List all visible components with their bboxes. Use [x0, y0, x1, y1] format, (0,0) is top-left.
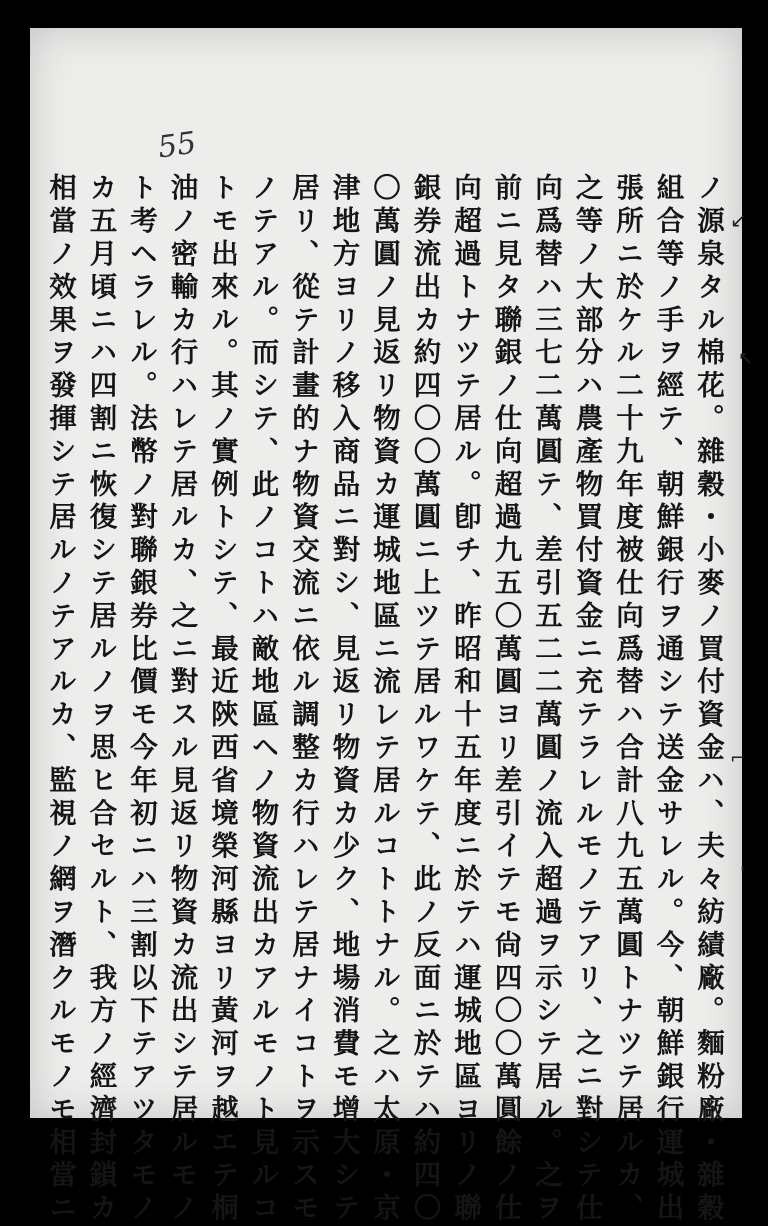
scan-mark: ⌐ [730, 748, 746, 769]
text-line-10: 津地方ヨリノ移入商品ニ對シ、見返リ物資カ少ク、地場消費モ增大シテ [327, 173, 360, 1226]
scan-mark: ' [740, 863, 745, 884]
text-line-14: 油ノ密輸カ行ハレテ居ルカ、之ニ對スル見返リ物資カ流出シテ居ルモノ [165, 173, 198, 1226]
text-line-4: 之等ノ大部分ハ農產物買付資金ニ充テラレルモノテアリ、之ニ對シテ仕 [570, 173, 603, 1226]
text-line-5: 向爲替ハ三七二萬圓テ、差引五二二萬圓ノ流入超過ヲ示シテ居ル。之ヲ [530, 173, 562, 1226]
text-line-16: カ五月頃ニハ四割ニ恢復シテ居ルノヲ思ヒ合セルト、我方ノ經濟封鎖カ [84, 173, 117, 1226]
page-number: 55 [155, 125, 199, 166]
text-line-11: 居リ、從テ計畫的ナ物資交流ニ依ル調整カ行ハレテ居ナイコトヲ示スモ [287, 173, 319, 1226]
text-line-17: 相當ノ效果ヲ發揮シテ居ルノテアルカ、監視ノ網ヲ潛クルモノモ相當ニ [44, 173, 76, 1226]
document-page [30, 28, 754, 1226]
text-line-3: 張所ニ於ケル二十九年度被仕向爲替ハ合計八九五萬圓トナツテ居ルカ、 [611, 173, 643, 1226]
scan-mark: ↖ [738, 348, 754, 369]
text-line-12: ノテアル。而シテ、此ノコトハ敵地區ヘノ物資流出カアルモノト見ルコ [246, 173, 279, 1226]
text-line-2: 組合等ノ手ヲ經テ、朝鮮銀行ヲ通シテ送金サレル。今、朝鮮銀行運城出 [651, 173, 684, 1226]
text-line-13: トモ出來ル。其ノ實例トシテ、最近陝西省境榮河縣ヨリ黃河ヲ越エテ桐 [206, 173, 238, 1226]
vertical-text-block [44, 173, 728, 1226]
text-line-15: ト考ヘラレル。法幣ノ對聯銀券比價モ今年初ニハ三割以下テアツタモノ [125, 173, 157, 1226]
text-line-8: 銀券流出カ約四〇〇萬圓ニ上ツテ居ルワケテ、此ノ反面ニ於テハ約四〇 [408, 173, 441, 1226]
text-line-9: 〇萬圓ノ見返リ物資カ運城地區ニ流レテ居ルコトトナル。之ハ太原・京 [368, 173, 400, 1226]
text-line-1: ノ源泉タル棉花。雜穀・小麥ノ買付資金ハ、夫々紡績廠。麵粉廠・雜穀 [692, 173, 724, 1226]
text-line-6: 前ニ見タ聯銀ノ仕向超過九五〇萬圓ヨリ差引イテモ尙四〇〇萬圓餘ノ仕 [489, 173, 522, 1226]
text-line-7: 向超過トナツテ居ル。卽チ、昨昭和十五年度ニ於テハ運城地區ヨリノ聯 [449, 173, 481, 1226]
scan-mark: ↙ [730, 208, 747, 232]
